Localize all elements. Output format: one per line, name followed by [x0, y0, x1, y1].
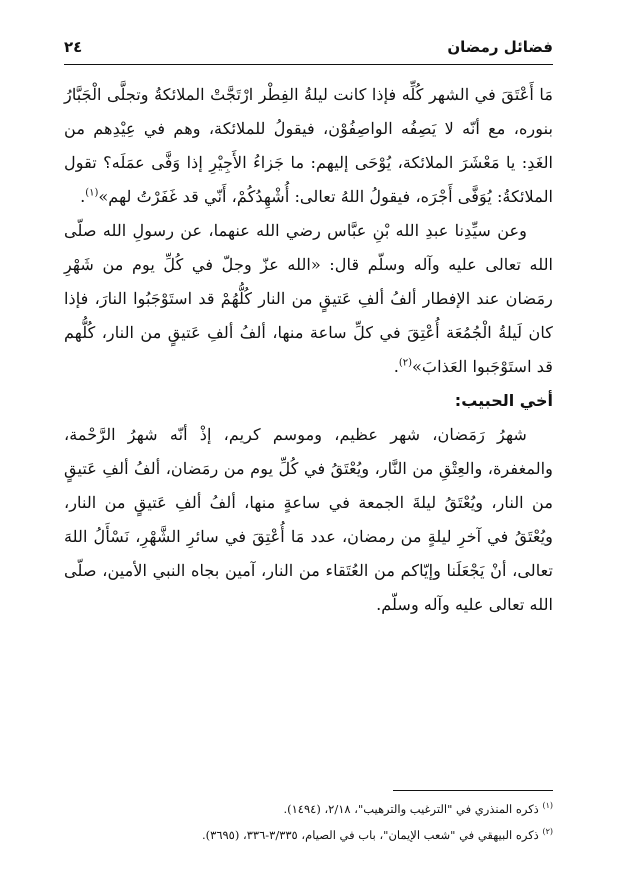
- paragraph-2: [64, 214, 553, 384]
- running-title: فضائل رمضان: [447, 38, 553, 56]
- footnote-ref-2[interactable]: (٢): [398, 357, 413, 369]
- footnote-2-number: (٢): [542, 827, 553, 837]
- footnote-1: [64, 796, 553, 822]
- footnote-2: [64, 822, 553, 848]
- footnote-2-text: ذكره البيهقي في "شعب الإيمان"، باب في الصيام، ٣/٣٣٥-٣٣٦، (٣٦٩٥).: [202, 828, 539, 842]
- paragraph-2-end: .: [393, 357, 399, 376]
- page-number: ٢٤: [64, 38, 83, 56]
- paragraph-1: [64, 78, 553, 214]
- main-text: [64, 78, 553, 622]
- paragraph-3: شهرُ رَمَضان، شهر عظيم، وموسم كريم، إذْ أنّه شهرُ الرَّحْمة، والمغفرة، والعِتْقِ من النَّار، ويُعْتَقُ في كُلِّ يوم من رمَضان، ألفُ ألفِ عَتيقٍ من النار، ويُعْتَقُ ليلةَ الجمعة في ساعةٍ منها، ألفُ ألفِ عَتيقٍ من النار، ويُعْتَقُ في آخرِ ليلةٍ من رمضان، عدد مَا أُعْتِقَ في سائرِ الشَّهْرِ، نَسْأَلُ اللهَ تعالى، أنْ يَجْعَلَنا وإيّاكم من العُتَقاء من النار، آمين بجاه النبي الأمين، صلّى الله تعالى عليه وآله وسلّم.: [64, 425, 553, 614]
- section-heading: أخي الحبيب:: [454, 391, 553, 410]
- footnote-ref-1[interactable]: (١): [85, 187, 99, 199]
- header-rule: [64, 64, 553, 65]
- paragraph-1-end: .: [80, 187, 86, 206]
- footnotes: [64, 796, 553, 848]
- running-header: [64, 34, 553, 60]
- footnote-rule: [393, 790, 553, 791]
- footnote-1-number: (١): [542, 801, 553, 811]
- paragraph-1-text: مَا أَعْتَقَ في الشهر كُلِّه فإذا كانت ليلةُ الفِطْر ارْتَجَّتْ الملائكةُ وتجلَّى الْجَبَّارُ بنوره، مع أنّه لا يَصِفُه الواصِفُوْن، فيقولُ للملائكة، وهم في عِيْدِهم من الغَدِ: يا مَعْشَرَ الملائكة، يُوْحَى إليهم: ما جَزاءُ الأَجِيْرِ إذا وَفَّى عمَلَه؟ تقول الملائكةُ: يُوَفَّى أَجْرَه، فيقولُ اللهُ تعالى: أُشْهِدُكُمْ، أَنّي قد غَفَرْتُ لهم»: [64, 85, 553, 206]
- footnote-1-text: ذكره المنذري في "الترغيب والترهيب"، ٢/١٨، (١٤٩٤).: [283, 802, 539, 816]
- paragraph-2-text: وعن سيِّدِنا عبدِ الله بْنِ عبَّاس رضي الله عنهما، عن رسولِ الله صلّى الله تعالى عليه وآله وسلّم قال: «الله عزّ وجلّ في كُلِّ يوم من شَهْرِ رمَضان عند الإفطار ألفُ ألفِ عَتيقٍ من النار كُلُّهُمْ قد استَوْجَبُوا النارَ، فإذا كان لَيلةُ الْجُمُعَة أُعْتِقَ في كلِّ ساعة منها، ألفُ ألفِ عَتيقٍ من النار، كُلُّهم قد استَوْجَبوا العَذابَ»: [64, 221, 553, 376]
